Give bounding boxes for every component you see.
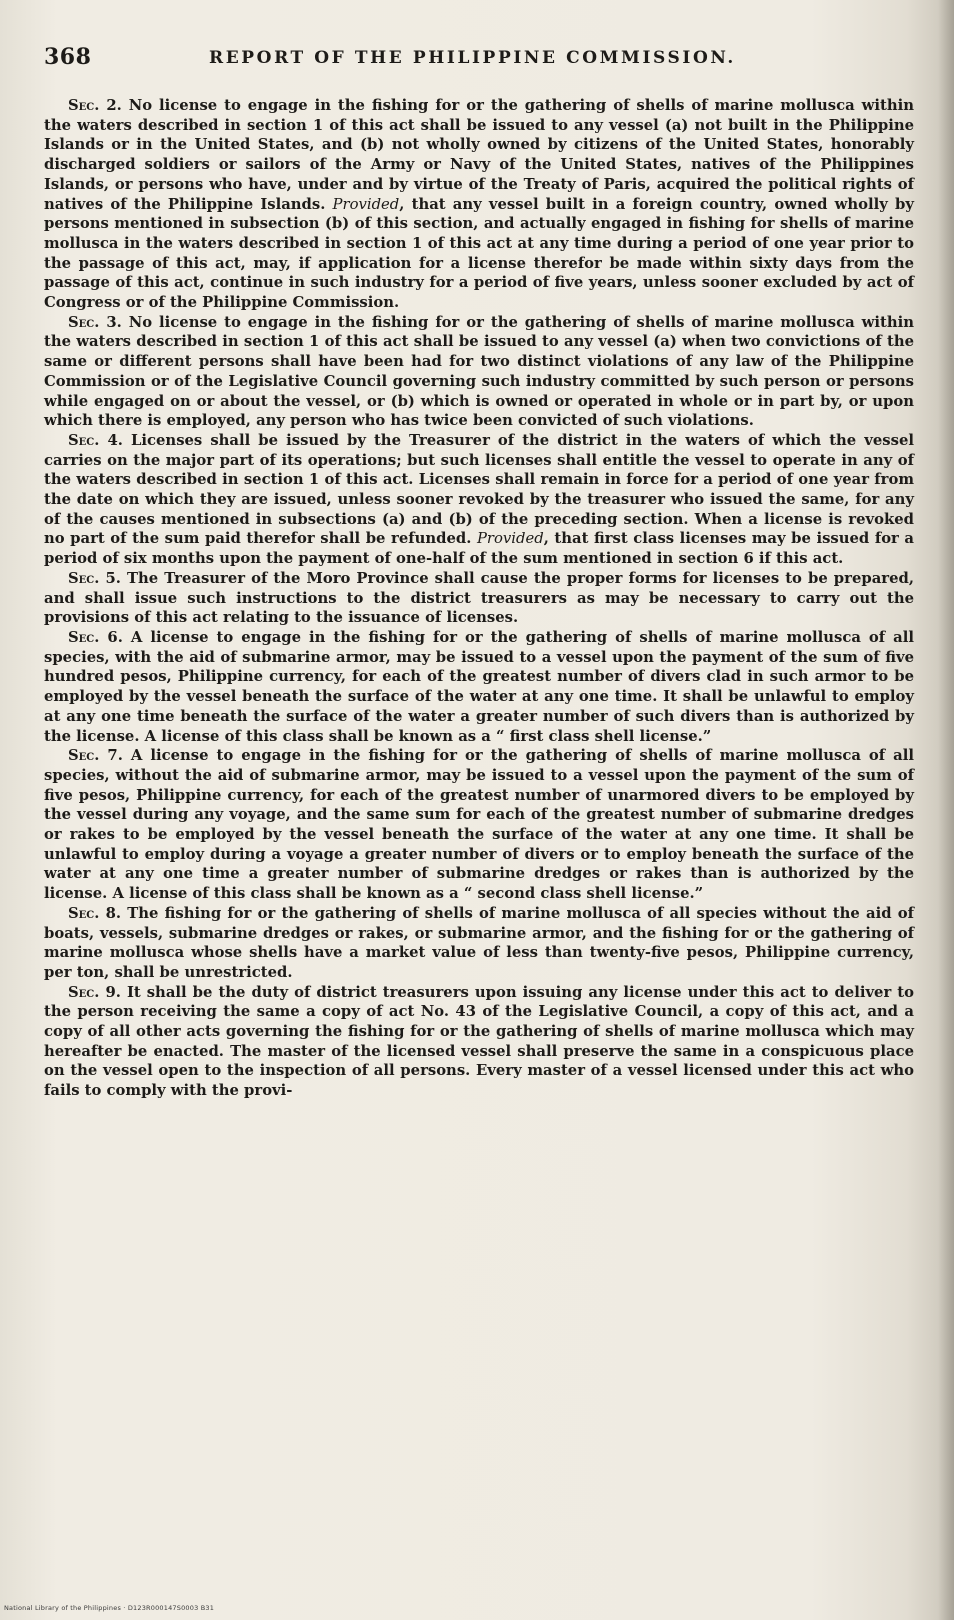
section-label: Sec. 7.: [68, 747, 131, 765]
proviso-word: Provided: [476, 530, 544, 548]
section-label: Sec. 5.: [68, 569, 127, 587]
section-9: [44, 983, 914, 1101]
section-label: Sec. 8.: [68, 904, 128, 922]
section-text: , that first class licenses may be issued for a period of six months upon the payment of one-half of the sum mentioned in section 6 if this act.: [44, 530, 915, 568]
page-number: 368: [44, 44, 92, 70]
section-text: It shall be the duty of district treasurers upon issuing any license under this act to deliver to the person receiving the same a copy of act No. 43 of the Legislative Council, a copy of this act, and a copy of all other acts governing the fishing for or the gathering of shells of marine mollusca which may hereafter be enacted. The master of the licensed vessel shall preserve the same in a conspicuous place on the vessel open to the inspection of all persons. Every master of a vessel licensed under this act who fails to comply with the provi-: [44, 983, 915, 1100]
running-title: REPORT OF THE PHILIPPINE COMMISSION.: [209, 48, 736, 68]
section-text: A license to engage in the fishing for or the gathering of shells of marine mollusca of all species, without the aid of submarine armor, may be issued to a vessel upon the payment of the sum of five pesos, Philippine currency, for each of the greatest number of unarmored divers to be employed by the vessel during any voyage, and the same sum for each of the greatest number of submarine dredges or rakes to be employed by the vessel beneath the surface of the water at any one time. It shall be unlawful to employ during a voyage a greater number of divers or to employ beneath the surface of the water at any one time a greater number of submarine dredges or rakes than is authorized by the license. A license of this class shall be known as a “ second class shell license.”: [44, 747, 914, 903]
section-text: Licenses shall be issued by the Treasurer of the district in the waters of which the vessel carries on the major part of its operations; but such licenses shall entitle the vessel to operate in any of the waters described in section 1 of this act. Licenses shall remain in force for a period of one year from the date on which they are issued, unless sooner revoked by the treasurer who issued the same, for any of the causes mentioned in subsections (a) and (b) of the preceding section. When a license is revoked no part of the sum paid therefor shall be refunded.: [44, 431, 914, 548]
document-body: [44, 96, 914, 1101]
section-7: [44, 746, 914, 904]
section-6: [44, 628, 914, 746]
section-text: The fishing for or the gathering of shells of marine mollusca of all species without the aid of boats, vessels, submarine dredges or rakes, or submarine armor, and the fishing for or the gathering of marine mollusca whose shells have a market value of less than twenty-five pesos, Philippine currency, per ton, shall be unrestricted.: [44, 904, 914, 981]
page-edge-shadow: [938, 0, 954, 1620]
section-label: Sec. 9.: [68, 983, 127, 1001]
section-text: , that any vessel built in a foreign country, owned wholly by persons mentioned in subsection (b) of this section, and actually engaged in fishing for shells of marine mollusca in the waters described in section 1 of this act at any time during a period of one year prior to the passage of this act, may, if application for a license therefor be made within sixty days from the passage of this act, continue in such industry for a period of five years, unless sooner excluded by act of Congress or of the Philippine Commission.: [44, 195, 914, 312]
section-text: No license to engage in the fishing for or the gathering of shells of marine mollusca within the waters described in section 1 of this act shall be issued to any vessel (a) not built in the Philippine Islands or in the United States, and (b) not wholly owned by citizens of the United States, honorably discharged soldiers or sailors of the Army or Navy of the United States, natives of the Philippines Islands, or persons who have, under and by virtue of the Treaty of Paris, acquired the political rights of natives of the Philippine Islands.: [44, 97, 914, 213]
section-text: A license to engage in the fishing for or the gathering of shells of marine mollusca of all species, with the aid of submarine armor, may be issued to a vessel upon the payment of the sum of five hundred pesos, Philippine currency, for each of the greatest number of divers clad in such armor to be employed by the vessel beneath the surface of the water at any one time. It shall be unlawful to employ at any one time beneath the surface of the water a greater number of such divers than is authorized by the license. A license of this class shall be known as a “ first class shell license.”: [44, 628, 914, 745]
section-4: [44, 431, 914, 569]
section-text: The Treasurer of the Moro Province shall cause the proper forms for licenses to be prepared, and shall issue such instructions to the district treasurers as may be necessary to carry out the provisions of this act relating to the issuance of licenses.: [44, 569, 914, 627]
section-3: [44, 313, 914, 431]
section-label: Sec. 4.: [68, 431, 131, 449]
section-text: No license to engage in the fishing for or the gathering of shells of marine mollusca within the waters described in section 1 of this act shall be issued to any vessel (a) when two convictions of the same or different persons shall have been had for two distinct violations of any law of the Philippine Commission or of the Legislative Council governing such industry committed by such person or persons while engaged on or about the vessel, or (b) which is owned or operated in whole or in part by, or upon which there is employed, any person who has twice been convicted of such violations.: [44, 313, 914, 430]
section-8: [44, 904, 914, 983]
page-header: [44, 44, 924, 84]
section-2: [44, 96, 914, 313]
scan-attribution: National Library of the Philippines · D123R000147S0003 B31: [4, 1604, 215, 1612]
section-5: [44, 569, 914, 628]
proviso-word: Provided: [332, 195, 400, 213]
section-label: Sec. 2.: [68, 97, 129, 114]
section-label: Sec. 6.: [68, 628, 131, 646]
section-label: Sec. 3.: [68, 313, 129, 331]
